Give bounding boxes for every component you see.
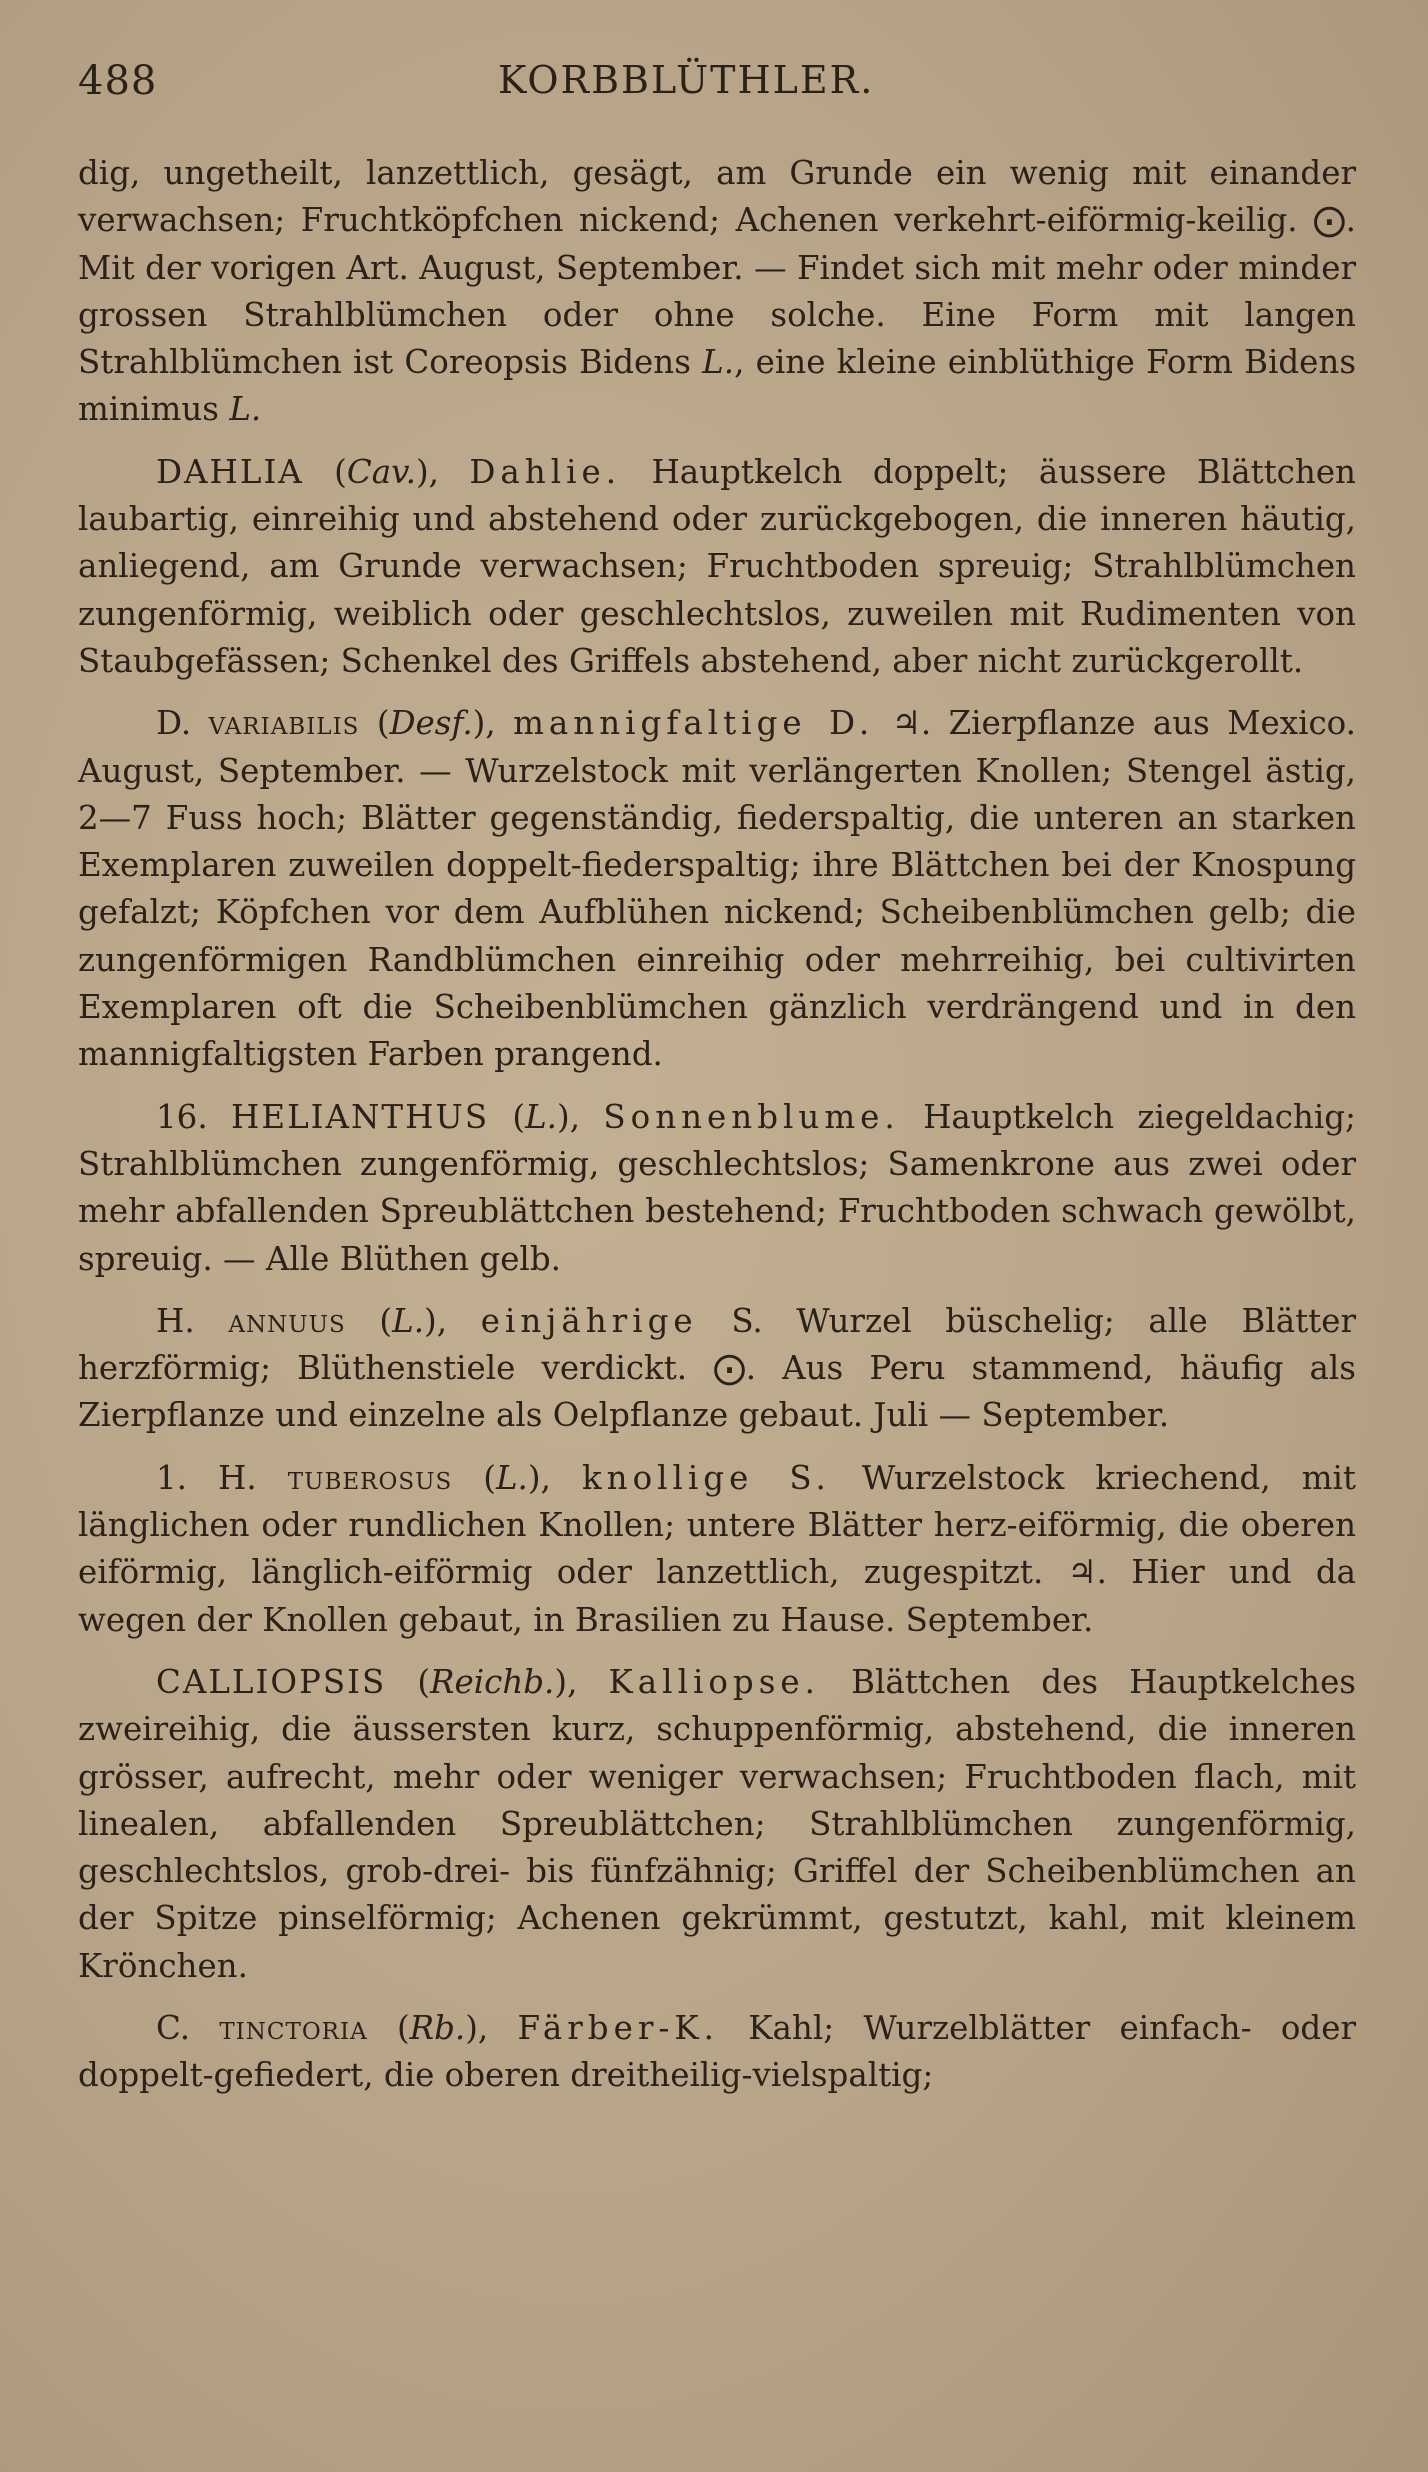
paragraph-helianthus-genus: 16. HELIANTHUS (L.), Sonnenblume. Hauptkelch ziegeldachig; Strahlblümchen zungenförmig, geschlechtslos; Samenkrone aus zwei oder mehr abfallenden Spreublättchen bestehend; Fruchtboden schwach gewölbt, spreuig. — Alle Blüthen gelb. [78,1097,1356,1278]
common-name: einjährige [480,1301,698,1340]
common-name: Sonnenblume. [603,1097,900,1136]
species-name: tuberosus [287,1458,453,1497]
common-name: Kalliopse. [608,1662,820,1701]
paragraph-helianthus-annuus: H. annuus (L.), einjährige S. Wurzel büschelig; alle Blätter herzförmig; Blüthenstiele verdickt. ⨀. Aus Peru stammend, häufig als Zierpflanze und einzelne als Oelpflanze gebaut. Juli — September. [78,1301,1356,1435]
page-header [78,58,1358,110]
page-number: 488 [78,58,158,104]
paragraph-dahlia-genus: DAHLIA (Cav.), Dahlie. Hauptkelch doppelt; äussere Blättchen laubartig, einreihig und abstehend oder zurückgebogen, die inneren häutig, anliegend, am Grunde verwachsen; Fruchtboden spreuig; Strahlblümchen zungenförmig, weiblich oder geschlechtslos, zuweilen mit Rudimenten von Staubgefässen; Schenkel des Griffels abstehend, aber nicht zurückgerollt. [78,452,1356,680]
species-name: tinctoria [219,2008,368,2047]
genus-name: DAHLIA [156,452,304,491]
body-text [78,150,1356,2100]
species-name: variabilis [208,704,360,743]
paragraph-dahlia-variabilis: D. variabilis (Desf.), mannigfaltige D. ♃. Zierpflanze aus Mexico. August, September. — Wurzelstock mit verlängerten Knollen; Stengel ästig, 2—7 Fuss hoch; Blätter gegenständig, fiederspaltig, die unteren an starken Exemplaren zuweilen doppelt-fiederspaltig; ihre Blättchen bei der Knospung gefalzt; Köpfchen vor dem Aufblühen nickend; Scheibenblümchen gelb; die zungenförmigen Randblümchen einreihig oder mehrreihig, bei cultivirten Exemplaren oft die Scheibenblümchen gänzlich verdrängend und in den mannigfaltigsten Farben prangend. [78,704,1356,1074]
perennial-symbol: ♃. [891,704,932,743]
paragraph-coreopsis-continuation: dig, ungetheilt, lanzettlich, gesägt, am Grunde ein wenig mit einander verwachsen; Fruchtköpfchen nickend; Achenen verkehrt-eiförmig-keilig. ⨀. Mit der vorigen Art. August, September. — Findet sich mit mehr oder minder grossen Strahlblümchen oder ohne solche. Eine Form mit langen Strahlblümchen ist Coreopsis Bidens L., eine kleine einblüthige Form Bidens minimus L. [78,154,1356,429]
common-name: knollige S. [581,1458,831,1497]
genus-name: CALLIOPSIS [156,1662,387,1701]
paragraph-calliopsis-tinctoria: C. tinctoria (Rb.), Färber-K. Kahl; Wurzelblätter einfach- oder doppelt-gefiedert, die oberen dreitheilig-vielspaltig; [78,2008,1356,2095]
running-title: KORBBLÜTHLER. [498,58,875,102]
paragraph-calliopsis-genus: CALLIOPSIS (Reichb.), Kalliopse. Blättchen des Hauptkelches zweireihig, die äussersten kurz, schuppenförmig, abstehend, die inneren grösser, aufrecht, mehr oder weniger verwachsen; Fruchtboden flach, mit linealen, abfallenden Spreublättchen; Strahlblümchen zungenförmig, geschlechtslos, grob-drei- bis fünfzähnig; Griffel der Scheibenblümchen an der Spitze pinselförmig; Achenen gekrümmt, gestutzt, kahl, mit kleinem Krönchen. [78,1662,1356,1985]
common-name: Dahlie. [469,452,622,491]
common-name: Färber-K. [517,2008,719,2047]
common-name: mannigfaltige D. [513,704,875,743]
paragraph-helianthus-tuberosus: 1. H. tuberosus (L.), knollige S. Wurzelstock kriechend, mit länglichen oder rundlichen Knollen; untere Blätter herz-eiförmig, die oberen eiförmig, länglich-eiförmig oder lanzettlich, zugespitzt. ♃. Hier und da wegen der Knollen gebaut, in Brasilien zu Hause. September. [78,1458,1356,1639]
species-name: annuus [228,1301,346,1340]
genus-name: HELIANTHUS [231,1097,490,1136]
